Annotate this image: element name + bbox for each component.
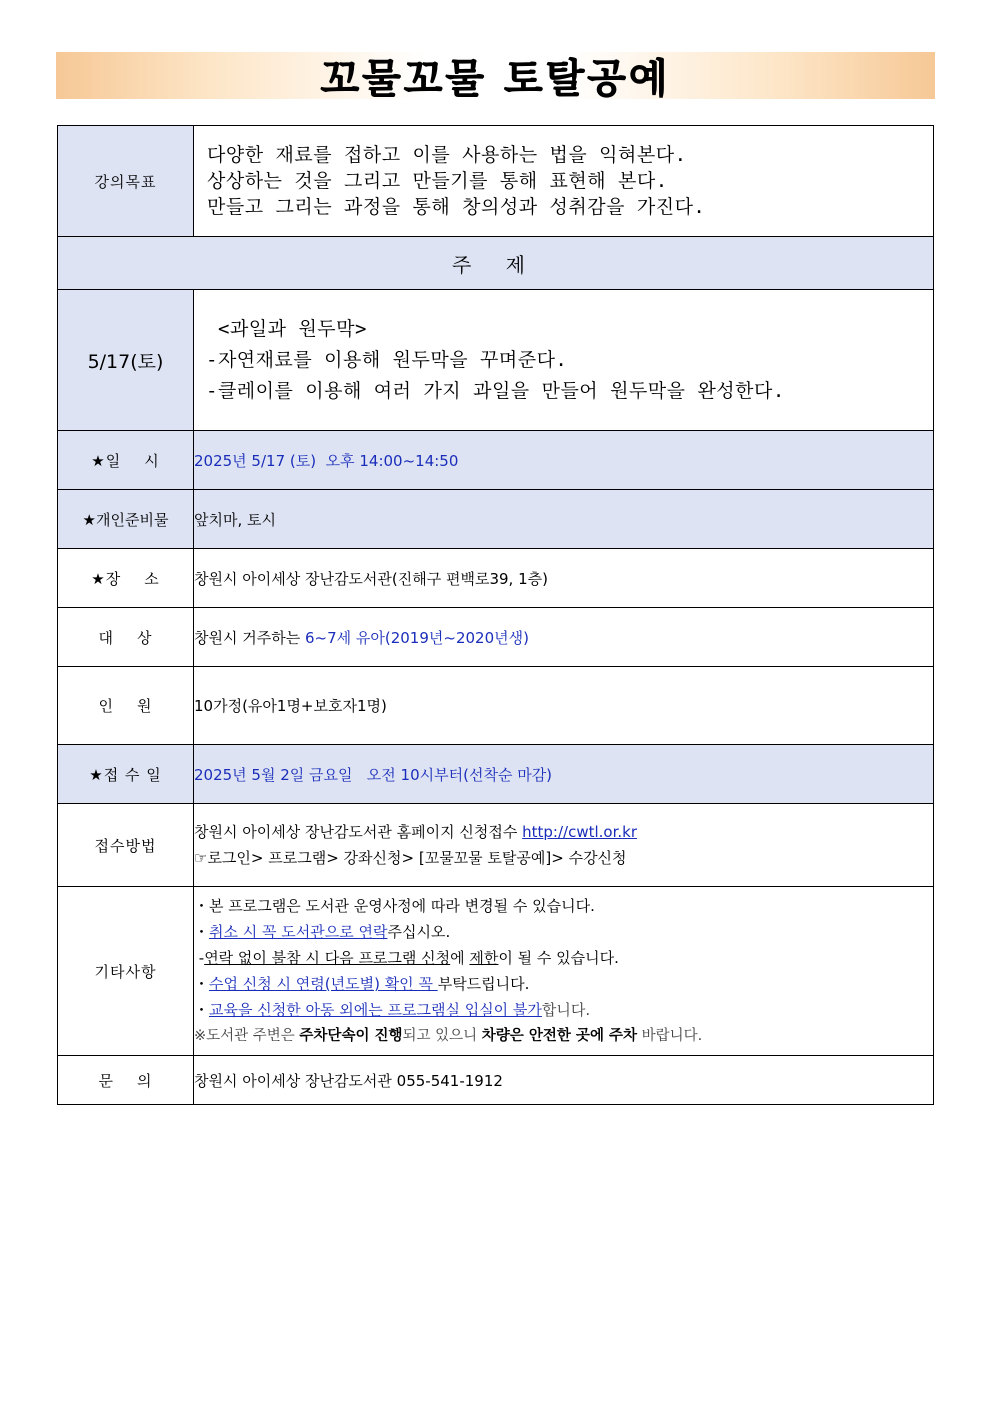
- bullet: ・: [194, 1001, 210, 1019]
- note-text: 에: [450, 949, 470, 967]
- note-underline: 수업 신청 시 연령(년도별) 확인 꼭: [209, 975, 438, 993]
- notes-value: [194, 887, 934, 1056]
- row-reception-date: [58, 745, 934, 804]
- note-underline: 취소 시 꼭 도서관으로 연락: [209, 923, 388, 941]
- homepage-link[interactable]: http://cwtl.or.kr: [522, 823, 638, 841]
- notes-label: 기타사항: [58, 887, 194, 1056]
- title-banner: [56, 52, 935, 102]
- theme-line: -자연재료를 이용해 원두막을 꾸며준다.: [206, 348, 568, 371]
- method-text: 창원시 아이세상 장난감도서관 홈페이지 신청접수: [194, 823, 523, 841]
- place-value: 창원시 아이세상 장난감도서관(진해구 편백로39, 1층): [194, 549, 934, 608]
- note-text: 바랍니다.: [637, 1028, 703, 1044]
- note-text: ※도서관 주변은: [194, 1028, 300, 1044]
- goal-line: 만들고 그리는 과정을 통해 창의성과 성취감을 가진다.: [207, 196, 706, 218]
- method-value: [194, 804, 934, 887]
- row-place: [58, 549, 934, 608]
- row-schedule: [58, 431, 934, 490]
- note-line: [194, 945, 933, 971]
- row-method: [58, 804, 934, 887]
- contact-value: 창원시 아이세상 장난감도서관 055-541-1912: [194, 1056, 934, 1105]
- theme-date-label: 5/17(토): [58, 290, 194, 431]
- capacity-label: 인 원: [58, 667, 194, 745]
- method-label: 접수방법: [58, 804, 194, 887]
- note-text: 이 될 수 있습니다.: [498, 949, 619, 967]
- target-prefix: 창원시 거주하는: [194, 628, 305, 647]
- bullet: ・: [194, 923, 210, 941]
- reception-date-value: 2025년 5월 2일 금요일 오전 10시부터(선착순 마감): [194, 745, 934, 804]
- supplies-label: ★개인준비물: [58, 490, 194, 549]
- row-theme: [58, 290, 934, 431]
- method-line: [194, 819, 933, 845]
- note-text: 되고 있으니: [402, 1028, 482, 1044]
- goal-label: 강의목표: [58, 126, 194, 237]
- capacity-value: 10가정(유아1명+보호자1명): [194, 667, 934, 745]
- schedule-label: ★일 시: [58, 431, 194, 490]
- note-underline: 제한: [469, 949, 499, 967]
- note-underline: 교육을 신청한 아동 외에는 프로그램실 입실이 불가: [209, 1001, 542, 1019]
- note-text: 합니다.: [541, 1001, 591, 1019]
- program-info-table: [57, 125, 934, 1105]
- note-line: [194, 1023, 933, 1049]
- target-label: 대 상: [58, 608, 194, 667]
- note-text: 부탁드립니다.: [437, 975, 530, 993]
- row-capacity: [58, 667, 934, 745]
- note-bold: 차량은 안전한 곳에 주차: [481, 1028, 638, 1044]
- row-goal: [58, 126, 934, 237]
- note-text: 주십시오.: [387, 923, 451, 941]
- target-value: [194, 608, 934, 667]
- note-text: -: [194, 949, 205, 967]
- note-line: [194, 971, 933, 997]
- target-age: 6~7세 유아(2019년~2020년생): [304, 628, 529, 647]
- method-steps: ☞로그인> 프로그램> 강좌신청> [꼬물꼬물 토탈공예]> 수강신청: [194, 849, 627, 867]
- goal-line: 상상하는 것을 그리고 만들기를 통해 표현해 본다.: [207, 170, 668, 192]
- goal-value: [194, 126, 934, 237]
- schedule-value: 2025년 5/17 (토) 오후 14:00~14:50: [194, 431, 934, 490]
- bullet: ・: [194, 975, 210, 993]
- goal-line: 다양한 재료를 접하고 이를 사용하는 법을 익혀본다.: [207, 144, 687, 166]
- page-title: 꼬물꼬물 토탈공예: [320, 56, 671, 102]
- note-line: ・본 프로그램은 도서관 운영사정에 따라 변경될 수 있습니다.: [194, 897, 595, 915]
- row-supplies: [58, 490, 934, 549]
- topic-header: 주 제: [58, 237, 934, 290]
- theme-title: <과일과 원두막>: [218, 317, 367, 340]
- note-line: [194, 919, 933, 945]
- row-target: [58, 608, 934, 667]
- place-label: ★장 소: [58, 549, 194, 608]
- row-notes: [58, 887, 934, 1056]
- row-topic-header: [58, 237, 934, 290]
- note-underline: 연락 없이 불참 시 다음 프로그램 신청: [204, 949, 451, 967]
- row-contact: [58, 1056, 934, 1105]
- theme-value: [194, 290, 934, 431]
- reception-date-label: ★접 수 일: [58, 745, 194, 804]
- contact-label: 문 의: [58, 1056, 194, 1105]
- note-bold: 주차단속이 진행: [299, 1028, 403, 1044]
- supplies-value: 앞치마, 토시: [194, 490, 934, 549]
- theme-line: -클레이를 이용해 여러 가지 과일을 만들어 원두막을 완성한다.: [206, 379, 785, 402]
- note-line: [194, 997, 933, 1023]
